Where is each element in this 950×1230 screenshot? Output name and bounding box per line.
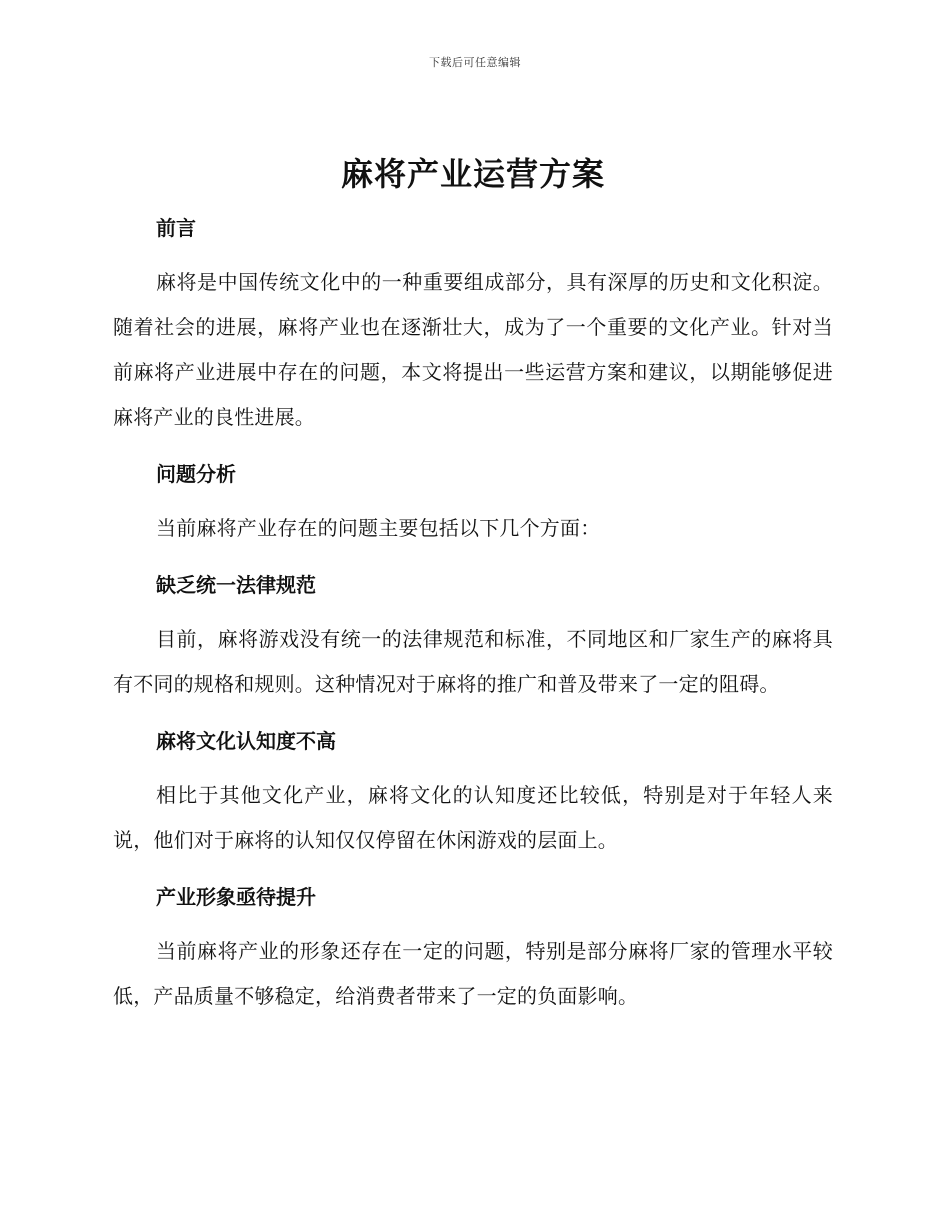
section-paragraph-problem-analysis: 当前麻将产业存在的问题主要包括以下几个方面：	[156, 516, 601, 540]
section-paragraph-low-awareness: 相比于其他文化产业，麻将文化的认知度还比较低，特别是对于年轻人来说，他们对于麻将的认知仅仅停留在休闲游戏的层面上。	[113, 783, 833, 852]
section-heading-industry-image: 产业形象亟待提升	[156, 885, 316, 909]
section-paragraph-industry-image: 当前麻将产业的形象还存在一定的问题，特别是部分麻将厂家的管理水平较低，产品质量不够稳定，给消费者带来了一定的负面影响。	[113, 939, 833, 1008]
document-body	[113, 146, 833, 1019]
document-title: 麻将产业运营方案	[340, 155, 605, 193]
page-header-note: 下载后可任意编辑	[429, 56, 521, 69]
section-heading-problem-analysis: 问题分析	[156, 462, 236, 486]
section-heading-low-awareness: 麻将文化认知度不高	[156, 729, 336, 753]
section-paragraph-preface: 麻将是中国传统文化中的一种重要组成部分，具有深厚的历史和文化积淀。随着社会的进展，麻将产业也在逐渐壮大，成为了一个重要的文化产业。针对当前麻将产业进展中存在的问题，本文将提出一些运营方案和建议，以期能够促进麻将产业的良性进展。	[113, 270, 833, 429]
section-heading-preface: 前言	[156, 216, 196, 240]
section-heading-lack-of-regulation: 缺乏统一法律规范	[156, 573, 316, 597]
section-paragraph-lack-of-regulation: 目前，麻将游戏没有统一的法律规范和标准，不同地区和厂家生产的麻将具有不同的规格和规则。这种情况对于麻将的推广和普及带来了一定的阻碍。	[113, 627, 833, 696]
